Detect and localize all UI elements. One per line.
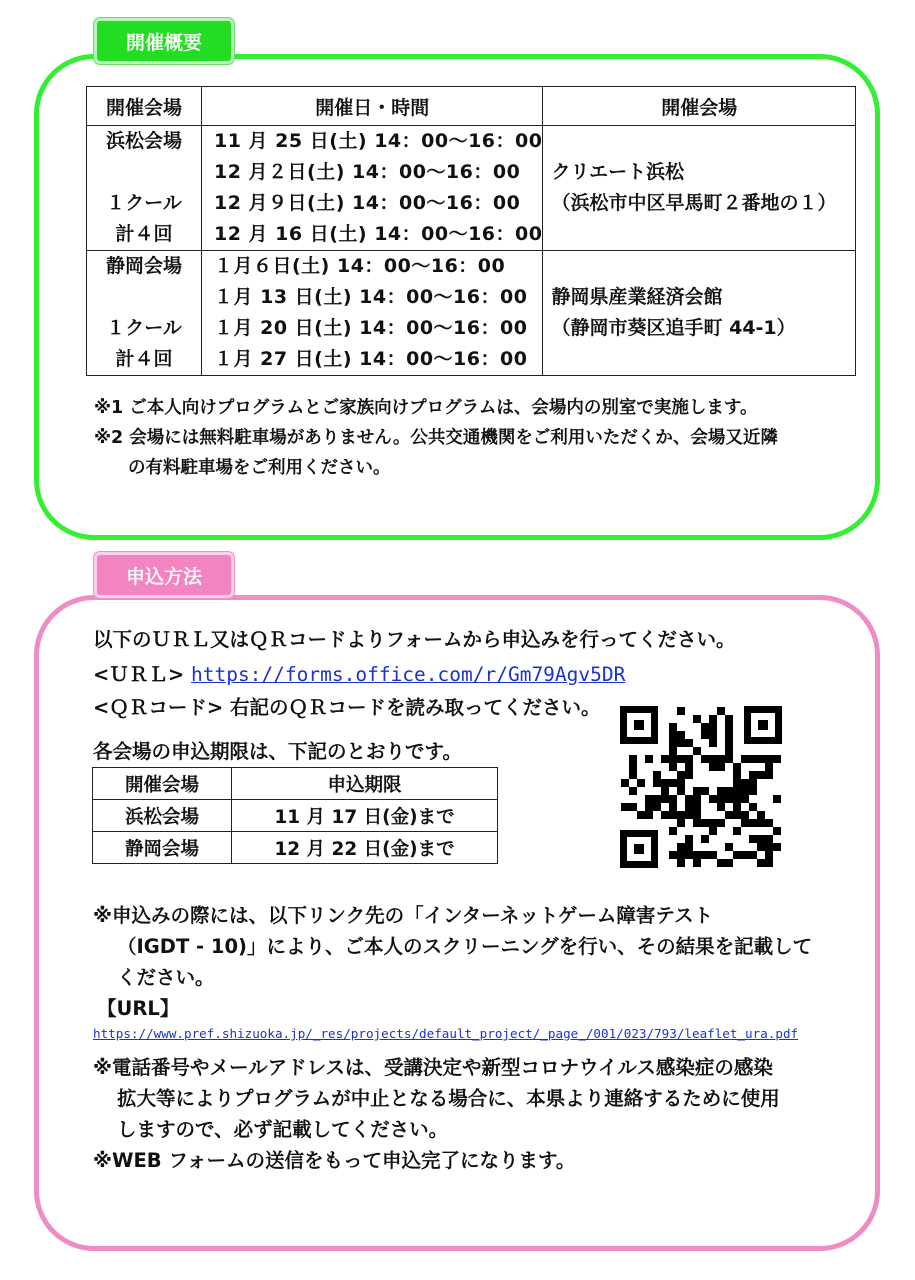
application-tag: 申込方法 <box>94 552 234 598</box>
place-line: （静岡市葵区追手町 44-1） <box>551 317 796 339</box>
qr-module <box>669 803 677 811</box>
qr-module <box>757 843 765 851</box>
qr-module <box>645 811 653 819</box>
qr-module <box>677 787 685 795</box>
qr-module <box>693 787 701 795</box>
qr-module <box>725 747 733 755</box>
qr-module <box>773 827 781 835</box>
qr-module <box>669 723 677 731</box>
qr-module <box>693 795 701 803</box>
date-line: １月 20 日(土) 14：00～16：00 <box>214 317 528 339</box>
qr-finder-icon <box>620 830 658 868</box>
venue-line: １クール <box>106 192 182 214</box>
qr-module <box>717 787 725 795</box>
qr-module <box>685 803 693 811</box>
place-line: クリエート浜松 <box>551 161 685 183</box>
qr-module <box>637 811 645 819</box>
date-line: １月 27 日(土) 14：00～16：00 <box>214 348 528 370</box>
qr-module <box>773 795 781 803</box>
qr-module <box>765 843 773 851</box>
note-line: ※申込みの際には、以下リンク先の「インターネットゲーム障害テスト <box>93 904 714 927</box>
qr-module <box>741 811 749 819</box>
qr-module <box>717 763 725 771</box>
schedule-group-hamamatsu <box>87 126 856 251</box>
qr-module <box>765 763 773 771</box>
qr-module <box>773 755 781 763</box>
qr-module <box>637 779 645 787</box>
qr-module <box>733 795 741 803</box>
note-1: ※1 ご本人向けプログラムとご家族向けプログラムは、会場内の別室で実施します。 <box>94 398 758 418</box>
qr-module <box>661 779 669 787</box>
qr-module <box>685 763 693 771</box>
qr-module <box>749 819 757 827</box>
qr-module <box>685 755 693 763</box>
qr-module <box>669 811 677 819</box>
qr-module <box>693 715 701 723</box>
qr-module <box>693 819 701 827</box>
qr-module <box>765 755 773 763</box>
qr-module <box>701 723 709 731</box>
qr-module <box>685 843 693 851</box>
note2-line: 拡大等によりプログラムが中止となる場合に、本県より連絡するために使用 <box>117 1087 780 1110</box>
qr-module <box>717 707 725 715</box>
qr-module <box>717 755 725 763</box>
dates-cell <box>202 126 543 251</box>
qr-module <box>741 787 749 795</box>
schedule-table <box>86 86 856 376</box>
venue-cell <box>87 126 202 251</box>
qr-module <box>701 755 709 763</box>
qr-module <box>629 763 637 771</box>
note-2: ※2 会場には無料駐車場がありません。公共交通機関をご利用いただくか、会場又近隣 <box>94 428 778 448</box>
qr-module <box>693 811 701 819</box>
qr-module <box>709 795 717 803</box>
qr-module <box>733 827 741 835</box>
qr-module <box>653 779 661 787</box>
qr-module <box>765 851 773 859</box>
qr-module <box>757 771 765 779</box>
note2-line: しますので、必ず記載してください。 <box>117 1118 449 1141</box>
deadline-date: 12 月 22 日(金)まで <box>232 832 498 864</box>
qr-module <box>693 803 701 811</box>
date-line: 11 月 25 日(土) 14：00～16：00 <box>214 130 543 152</box>
qr-module <box>685 811 693 819</box>
qr-module <box>749 803 757 811</box>
qr-module <box>741 779 749 787</box>
qr-finder-icon <box>620 706 658 744</box>
qr-module <box>725 739 733 747</box>
qr-module <box>725 795 733 803</box>
qr-module <box>757 835 765 843</box>
qr-module <box>701 851 709 859</box>
place-cell <box>543 251 856 376</box>
qr-module <box>757 755 765 763</box>
qr-module <box>709 827 717 835</box>
qr-module <box>709 731 717 739</box>
note-line: ください。 <box>117 966 215 989</box>
qr-module <box>661 787 669 795</box>
deadline-row <box>93 800 498 832</box>
deadline-header-date: 申込期限 <box>232 768 498 800</box>
qr-module <box>765 835 773 843</box>
dates-cell <box>202 251 543 376</box>
qr-module <box>685 835 693 843</box>
qr-finder-icon <box>744 706 782 744</box>
qr-module <box>693 851 701 859</box>
venue-line <box>87 157 201 188</box>
venue-line: 浜松会場 <box>105 130 182 152</box>
qr-module <box>709 851 717 859</box>
qr-module <box>677 811 685 819</box>
qr-module <box>669 739 677 747</box>
schedule-group-shizuoka <box>87 251 856 376</box>
qr-module <box>709 715 717 723</box>
qr-module <box>717 819 725 827</box>
qr-module <box>765 859 773 867</box>
qr-module <box>717 795 725 803</box>
deadline-table <box>92 767 498 864</box>
intro-text: 以下のＵＲＬ又はＱＲコードよりフォームから申込みを行ってください。 <box>93 628 736 651</box>
qr-module <box>749 851 757 859</box>
venue-cell <box>87 251 202 376</box>
qr-module <box>725 843 733 851</box>
qr-module <box>733 851 741 859</box>
place-cell <box>543 126 856 251</box>
qr-module <box>645 803 653 811</box>
qr-module <box>645 795 653 803</box>
qr-module <box>677 707 685 715</box>
qr-module <box>701 819 709 827</box>
qr-module <box>629 787 637 795</box>
schedule-header-row <box>87 87 856 126</box>
qr-module <box>709 755 717 763</box>
place-line: （浜松市中区早馬町２番地の１） <box>551 192 837 214</box>
qr-code-icon <box>620 706 782 868</box>
qr-module <box>669 795 677 803</box>
qr-module <box>749 771 757 779</box>
qr-module <box>653 771 661 779</box>
qr-module <box>733 803 741 811</box>
note-line: （IGDT - 10)」により、ご本人のスクリーニングを行い、その結果を記載して <box>117 935 813 958</box>
qr-module <box>645 755 653 763</box>
qr-module <box>733 771 741 779</box>
qr-module <box>725 811 733 819</box>
qr-module <box>669 779 677 787</box>
qr-instruction: <ＱＲコード> 右記のＱＲコードを読み取ってください。 <box>93 696 601 719</box>
date-line: １月６日(土) 14：00～16：00 <box>214 255 506 277</box>
note2-line: ※電話番号やメールアドレスは、受講決定や新型コロナウイルス感染症の感染 <box>93 1056 773 1079</box>
qr-module <box>621 803 629 811</box>
date-line: 12 月 16 日(土) 14：00～16：00 <box>214 223 543 245</box>
deadline-header-row <box>93 768 498 800</box>
deadline-date: 11 月 17 日(金)まで <box>232 800 498 832</box>
qr-module <box>629 771 637 779</box>
qr-module <box>661 795 669 803</box>
header-place: 開催会場 <box>543 87 856 126</box>
qr-module <box>725 787 733 795</box>
date-line: １月 13 日(土) 14：00～16：00 <box>214 286 528 308</box>
qr-module <box>669 731 677 739</box>
qr-module <box>701 835 709 843</box>
venue-line: １クール <box>106 317 182 339</box>
pdf-link[interactable]: https://www.pref.shizuoka.jp/_res/projects/default_project/_page_/001/023/793/leaflet_ura.pdf <box>93 1026 799 1041</box>
header-datetime: 開催日・時間 <box>202 87 543 126</box>
qr-module <box>733 779 741 787</box>
qr-module <box>661 811 669 819</box>
qr-module <box>653 795 661 803</box>
venue-line <box>87 282 201 313</box>
qr-module <box>685 795 693 803</box>
qr-module <box>725 755 733 763</box>
qr-module <box>685 851 693 859</box>
header-venue: 開催会場 <box>87 87 202 126</box>
qr-module <box>749 835 757 843</box>
venue-line: 計４回 <box>115 223 173 245</box>
qr-module <box>677 819 685 827</box>
qr-module <box>701 731 709 739</box>
qr-module <box>725 715 733 723</box>
url-line <box>93 659 625 687</box>
qr-module <box>669 747 677 755</box>
venue-line: 計４回 <box>115 348 173 370</box>
qr-module <box>677 851 685 859</box>
note-2-cont: の有料駐車場をご利用ください。 <box>128 458 391 478</box>
qr-module <box>757 811 765 819</box>
qr-module <box>749 787 757 795</box>
qr-module <box>709 763 717 771</box>
qr-module <box>629 755 637 763</box>
qr-module <box>741 795 749 803</box>
qr-module <box>669 851 677 859</box>
qr-module <box>677 859 685 867</box>
form-url-link[interactable]: https://forms.office.com/r/Gm79Agv5DR <box>190 663 626 686</box>
qr-module <box>701 787 709 795</box>
qr-module <box>621 779 629 787</box>
qr-module <box>741 755 749 763</box>
venue-line: 静岡会場 <box>105 255 182 277</box>
qr-module <box>653 803 661 811</box>
qr-module <box>709 819 717 827</box>
qr-module <box>693 859 701 867</box>
qr-module <box>685 739 693 747</box>
url-heading: 【URL】 <box>97 997 180 1020</box>
deadline-venue: 浜松会場 <box>93 800 232 832</box>
qr-module <box>733 787 741 795</box>
qr-module <box>669 755 677 763</box>
qr-module <box>677 739 685 747</box>
qr-module <box>677 779 685 787</box>
qr-module <box>741 819 749 827</box>
overview-tag: 開催概要 <box>94 18 234 64</box>
deadline-row <box>93 832 498 864</box>
qr-module <box>677 771 685 779</box>
qr-module <box>733 763 741 771</box>
note2-line: ※WEB フォームの送信をもって申込完了になります。 <box>93 1149 576 1172</box>
qr-module <box>725 859 733 867</box>
qr-module <box>749 755 757 763</box>
qr-module <box>677 731 685 739</box>
qr-module <box>709 739 717 747</box>
qr-module <box>757 819 765 827</box>
qr-module <box>749 779 757 787</box>
qr-module <box>773 843 781 851</box>
deadline-header-venue: 開催会場 <box>93 768 232 800</box>
qr-module <box>765 771 773 779</box>
qr-module <box>733 811 741 819</box>
qr-module <box>717 859 725 867</box>
qr-module <box>669 827 677 835</box>
url-label: <ＵＲＬ> <box>93 663 185 686</box>
qr-module <box>709 723 717 731</box>
qr-module <box>725 723 733 731</box>
date-line: 12 月９日(土) 14：00～16：00 <box>214 192 521 214</box>
qr-module <box>725 731 733 739</box>
qr-module <box>685 771 693 779</box>
qr-module <box>717 803 725 811</box>
qr-module <box>629 803 637 811</box>
qr-module <box>661 755 669 763</box>
qr-module <box>677 755 685 763</box>
place-line: 静岡県産業経済会館 <box>551 286 723 308</box>
qr-module <box>741 851 749 859</box>
date-line: 12 月２日(土) 14：00～16：00 <box>214 161 521 183</box>
qr-module <box>765 819 773 827</box>
deadline-intro: 各会場の申込期限は、下記のとおりです。 <box>93 740 462 763</box>
qr-module <box>693 747 701 755</box>
deadline-venue: 静岡会場 <box>93 832 232 864</box>
qr-module <box>677 843 685 851</box>
qr-module <box>757 859 765 867</box>
qr-module <box>669 763 677 771</box>
